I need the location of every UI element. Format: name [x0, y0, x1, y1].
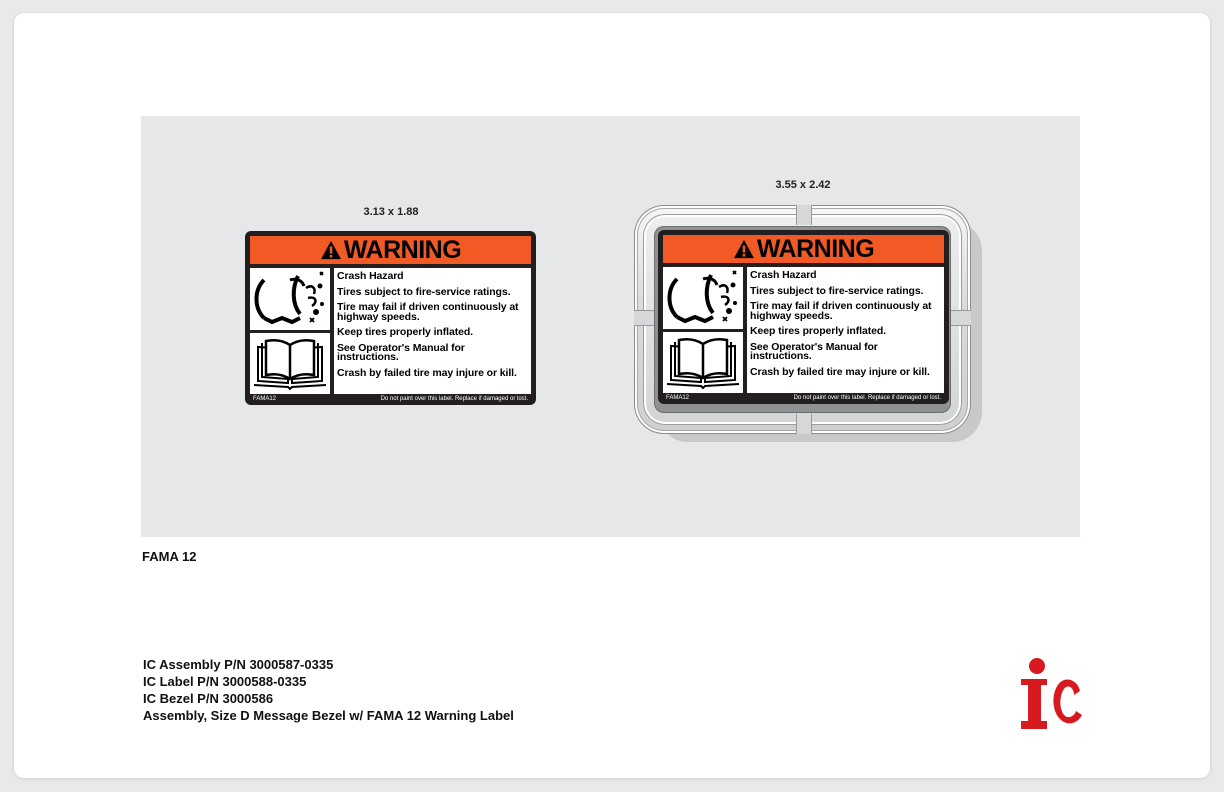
bezel-notch-top [796, 205, 812, 225]
message-line: Keep tires properly inflated. [337, 326, 473, 338]
message-line: See Operator's Manual for instructions. [337, 341, 465, 363]
operator-manual-pictogram [250, 333, 330, 394]
label-part-number: IC Label P/N 3000588-0335 [143, 674, 307, 689]
part-info-block [143, 656, 514, 724]
warning-label-standalone [245, 231, 536, 405]
bezel-notch-left [634, 310, 654, 326]
tire-blowout-icon [250, 268, 330, 330]
message-line: Keep tires properly inflated. [750, 325, 886, 337]
product-name: FAMA 12 [142, 549, 197, 564]
message-line: Crash by failed tire may injure or kill. [750, 365, 930, 378]
signal-word-bar [250, 236, 531, 264]
message-line: Tire may fail if driven continuously at highway speeds. [337, 301, 519, 323]
ic-logo [1020, 657, 1084, 731]
signal-word: WARNING [756, 234, 875, 263]
label-footer [250, 395, 531, 404]
operator-manual-icon [250, 333, 330, 394]
message-line: Crash by failed tire may injure or kill. [337, 366, 517, 379]
operator-manual-pictogram [663, 332, 743, 393]
message-line: Tire may fail if driven continuously at highway speeds. [750, 300, 932, 322]
message-line: See Operator's Manual for instructions. [750, 340, 878, 362]
hazard-title: Crash Hazard [337, 270, 404, 282]
message-line: Tires subject to fire-service ratings. [337, 285, 511, 298]
tire-blowout-pictogram [663, 267, 743, 329]
bezel-notch-bottom [796, 414, 812, 434]
label-code: FAMA12 [253, 396, 277, 402]
warning-triangle-icon [320, 240, 342, 260]
label-footer-note: Do not paint over this label. Replace if damaged or lost. [793, 395, 941, 401]
bezel-notch-right [951, 310, 971, 326]
tire-blowout-icon [663, 267, 743, 329]
warning-triangle-icon [733, 239, 755, 259]
label-size-caption: 3.13 x 1.88 [363, 206, 419, 218]
bezel-part-number: IC Bezel P/N 3000586 [143, 691, 274, 706]
label-code: FAMA12 [666, 395, 690, 401]
assembly-size-caption: 3.55 x 2.42 [775, 179, 831, 191]
label-footer-note: Do not paint over this label. Replace if damaged or lost. [380, 396, 528, 402]
signal-word-bar [663, 235, 944, 263]
signal-word: WARNING [343, 235, 462, 264]
assembly-description: Assembly, Size D Message Bezel w/ FAMA 12 Warning Label [143, 708, 514, 723]
operator-manual-icon [663, 332, 743, 393]
assembly-part-number: IC Assembly P/N 3000587-0335 [143, 657, 334, 672]
tire-blowout-pictogram [250, 268, 330, 330]
safety-message-panel [747, 267, 944, 393]
safety-message-panel [334, 268, 531, 394]
warning-label-in-bezel [658, 230, 949, 404]
hazard-title: Crash Hazard [750, 269, 817, 281]
label-footer [663, 394, 944, 403]
message-line: Tires subject to fire-service ratings. [750, 284, 924, 297]
